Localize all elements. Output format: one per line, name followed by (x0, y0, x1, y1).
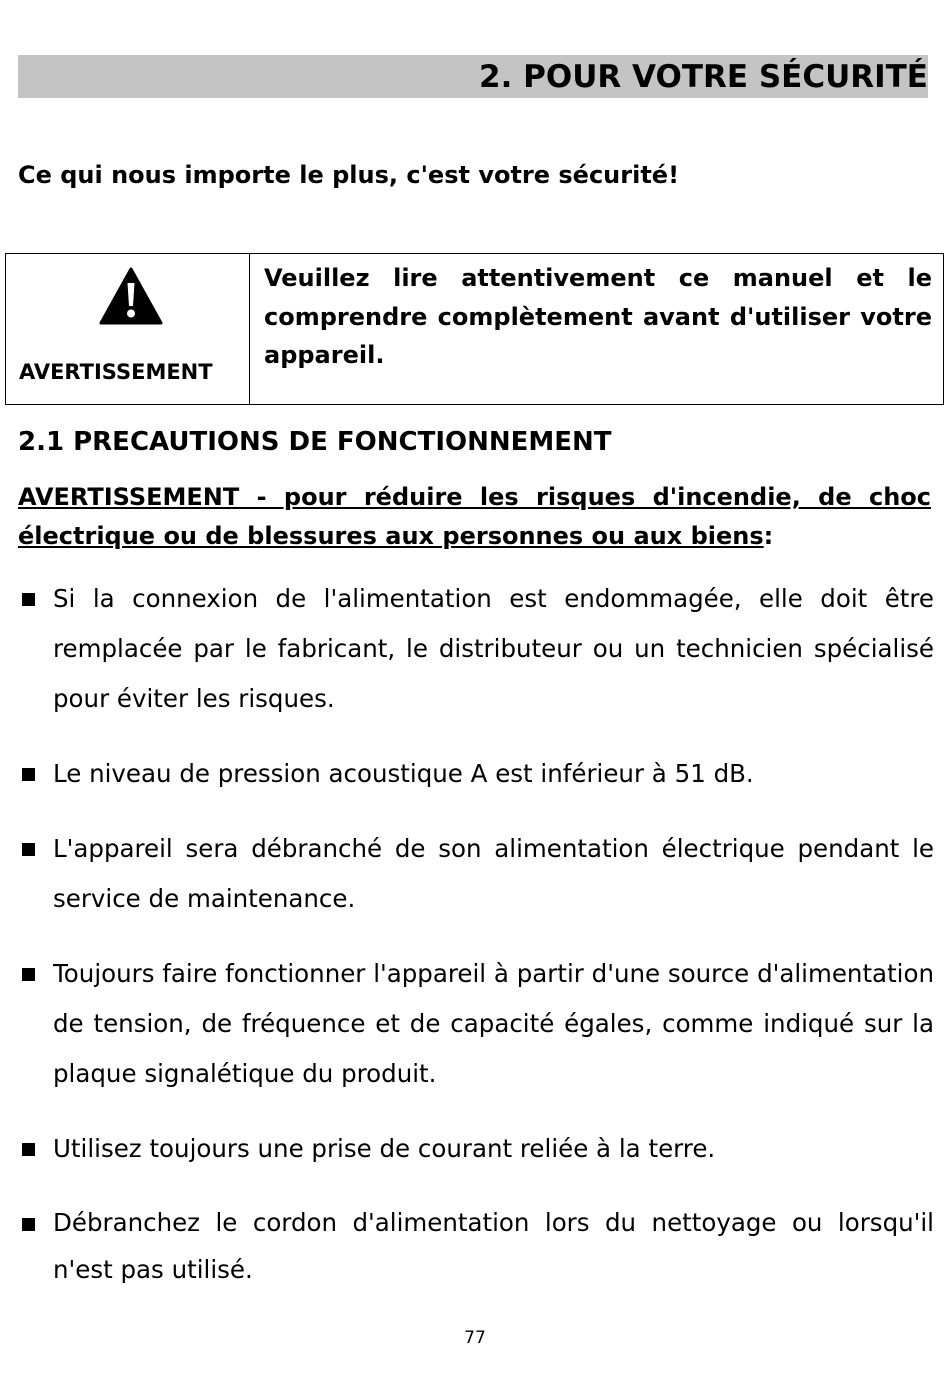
square-bullet-icon (22, 843, 35, 856)
list-item (18, 1199, 934, 1293)
operating-warning-colon: : (763, 522, 774, 550)
list-item-text: L'appareil sera débranché de son alimentation électrique pendant le service de maintenance. (53, 834, 934, 913)
list-item (18, 574, 934, 724)
page-title: 2. POUR VOTRE SÉCURITÉ (479, 59, 928, 95)
section-title-bar (18, 55, 928, 98)
list-item (18, 824, 934, 924)
square-bullet-icon (22, 768, 35, 781)
page-number: 77 (464, 1328, 486, 1348)
list-item (18, 1124, 934, 1174)
section-heading: 2.1 PRECAUTIONS DE FONCTIONNEMENT (18, 427, 612, 457)
warning-triangle-icon (98, 266, 164, 326)
intro-text: Ce qui nous importe le plus, c'est votre sécurité! (18, 161, 680, 189)
warning-label-cell (6, 254, 250, 404)
square-bullet-icon (22, 593, 35, 606)
list-item (18, 949, 934, 1099)
square-bullet-icon (22, 968, 35, 981)
operating-warning (18, 478, 931, 556)
list-item-text: Le niveau de pression acoustique A est inférieur à 51 dB. (53, 759, 754, 788)
list-item-text: Toujours faire fonctionner l'appareil à partir d'une source d'alimentation de tension, de fréquence et de capacité égales, comme indiqué sur la plaque signalétique du produit. (53, 959, 934, 1088)
list-item-text: Utilisez toujours une prise de courant reliée à la terre. (53, 1134, 716, 1163)
warning-box (5, 253, 944, 405)
square-bullet-icon (22, 1218, 35, 1231)
list-item-text: Si la connexion de l'alimentation est endommagée, elle doit être remplacée par le fabricant, le distributeur ou un technicien spécialisé pour éviter les risques. (53, 584, 934, 713)
list-item-text: Débranchez le cordon d'alimentation lors du nettoyage ou lorsqu'il n'est pas utilisé. (53, 1208, 934, 1284)
precautions-list (18, 574, 934, 1293)
square-bullet-icon (22, 1143, 35, 1156)
operating-warning-text: AVERTISSEMENT - pour réduire les risques d'incendie, de choc électrique ou de blessures aux personnes ou aux biens (18, 483, 931, 550)
warning-message: Veuillez lire attentivement ce manuel et le comprendre complètement avant d'utiliser votre appareil. (264, 264, 932, 369)
list-item (18, 749, 934, 799)
warning-label: AVERTISSEMENT (19, 360, 213, 384)
